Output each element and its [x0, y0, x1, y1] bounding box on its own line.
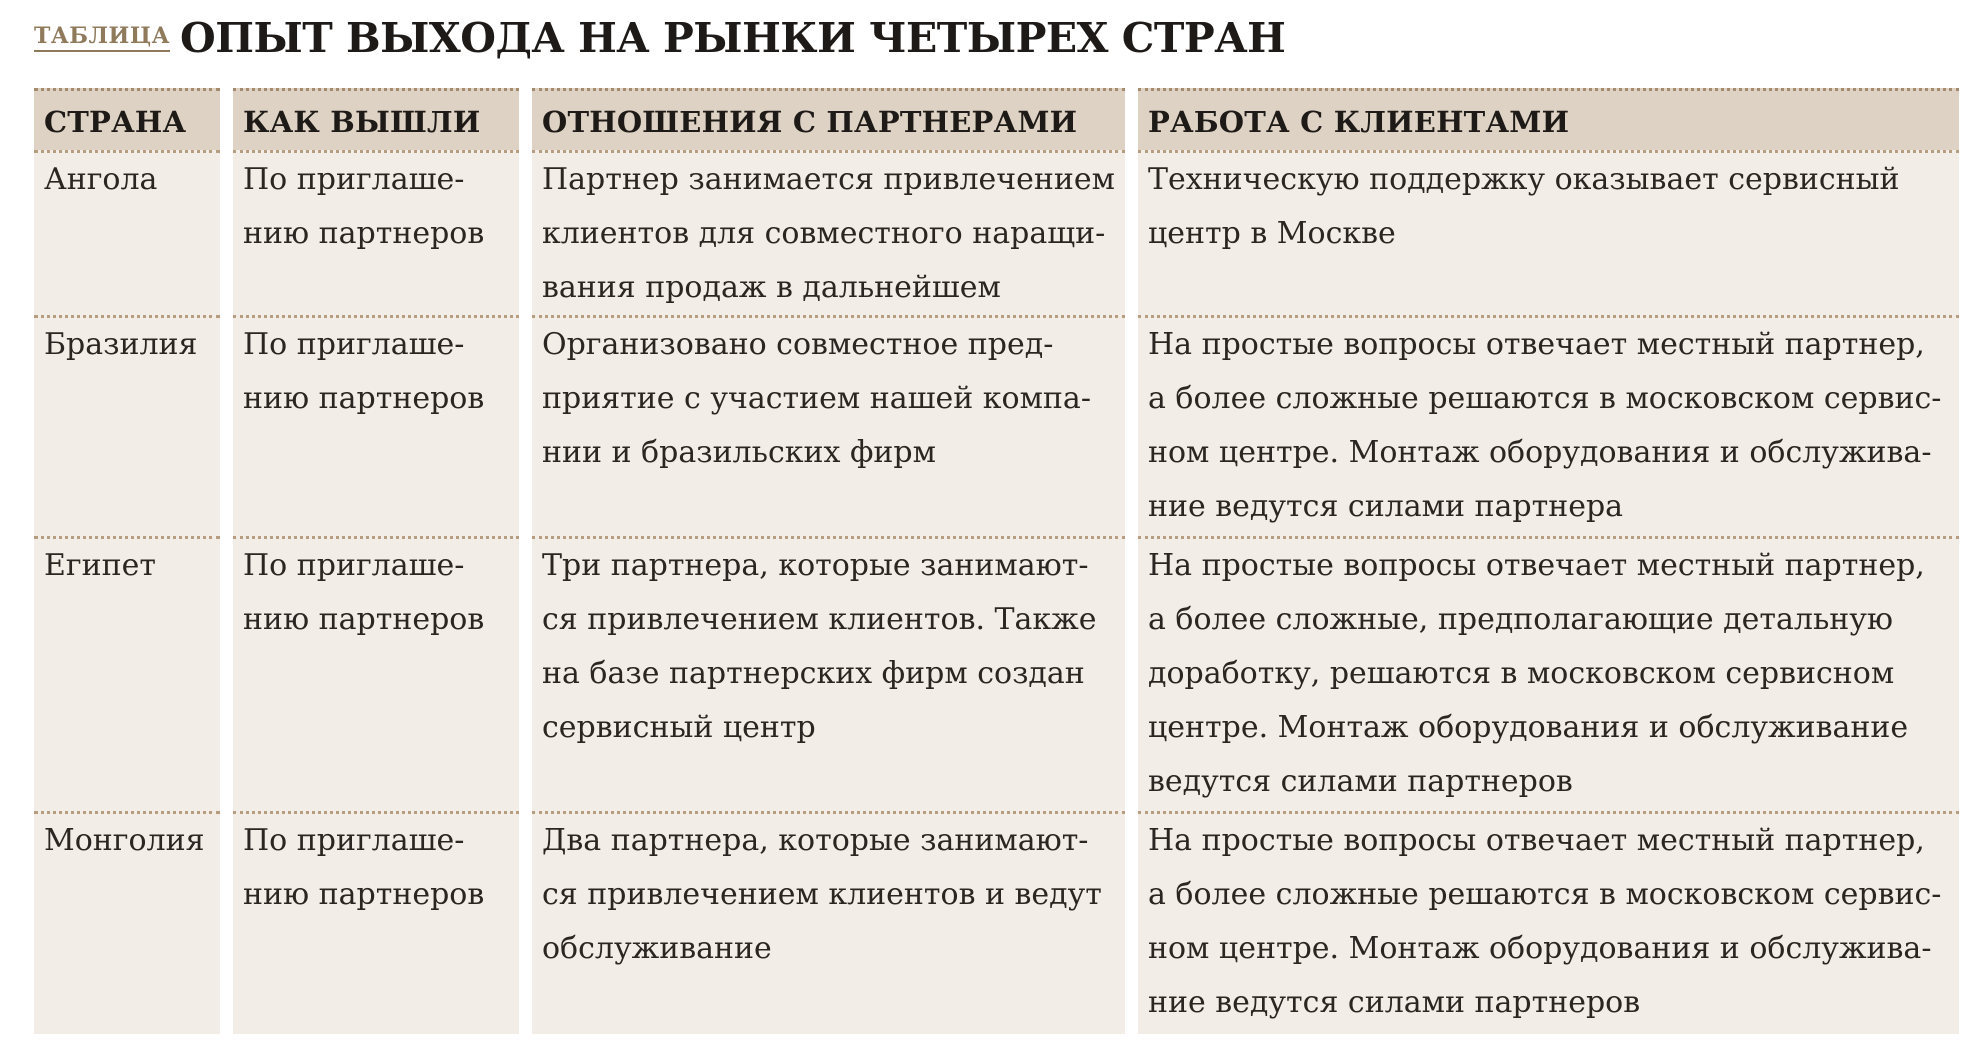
comparison-table [34, 88, 1959, 1034]
column-header-how: КАК ВЫШЛИ [233, 88, 532, 150]
cell-partners: Партнер занимается привлечением клиентов для совместного наращи- вания продаж в дальнейшем [532, 150, 1138, 315]
cell-how: По приглаше- нию партнеров [233, 536, 532, 811]
cell-clients: На простые вопросы отвечает местный партнер, а более сложные решаются в московском сервис- ном центре. Монтаж оборудования и обслужива- ние ведутся силами партнера [1138, 315, 1959, 536]
table-header-row [34, 88, 1959, 150]
table-row [34, 811, 1959, 1034]
table-header [34, 8, 1285, 68]
column-header-country: СТРАНА [34, 88, 233, 150]
table-row [34, 150, 1959, 315]
cell-partners: Организовано совместное пред- приятие с участием нашей компа- нии и бразильских фирм [532, 315, 1138, 536]
page-title: ОПЫТ ВЫХОДА НА РЫНКИ ЧЕТЫРЕХ СТРАН [180, 13, 1286, 62]
cell-partners: Три партнера, которые занимают- ся привлечением клиентов. Также на базе партнерских фирм создан сервисный центр [532, 536, 1138, 811]
cell-country: Бразилия [34, 315, 233, 536]
cell-partners: Два партнера, которые занимают- ся привлечением клиентов и ведут обслуживание [532, 811, 1138, 1034]
cell-clients: На простые вопросы отвечает местный партнер, а более сложные решаются в московском сервис- ном центре. Монтаж оборудования и обслужива- ние ведутся силами партнеров [1138, 811, 1959, 1034]
cell-how: По приглаше- нию партнеров [233, 315, 532, 536]
table-row [34, 536, 1959, 811]
table-row [34, 315, 1959, 536]
cell-country: Ангола [34, 150, 233, 315]
cell-clients: На простые вопросы отвечает местный партнер, а более сложные, предполагающие детальную доработку, решаются в московском сервисном центре. Монтаж оборудования и обслуживание ведутся силами партнеров [1138, 536, 1959, 811]
comparison-table-wrapper [34, 88, 1959, 1034]
table-tag: ТАБЛИЦА [34, 24, 170, 51]
cell-country: Монголия [34, 811, 233, 1034]
cell-clients: Техническую поддержку оказывает сервисный центр в Москве [1138, 150, 1959, 315]
column-header-clients: РАБОТА С КЛИЕНТАМИ [1138, 88, 1959, 150]
cell-country: Египет [34, 536, 233, 811]
column-header-partners: ОТНОШЕНИЯ С ПАРТНЕРАМИ [532, 88, 1138, 150]
cell-how: По приглаше- нию партнеров [233, 811, 532, 1034]
cell-how: По приглаше- нию партнеров [233, 150, 532, 315]
